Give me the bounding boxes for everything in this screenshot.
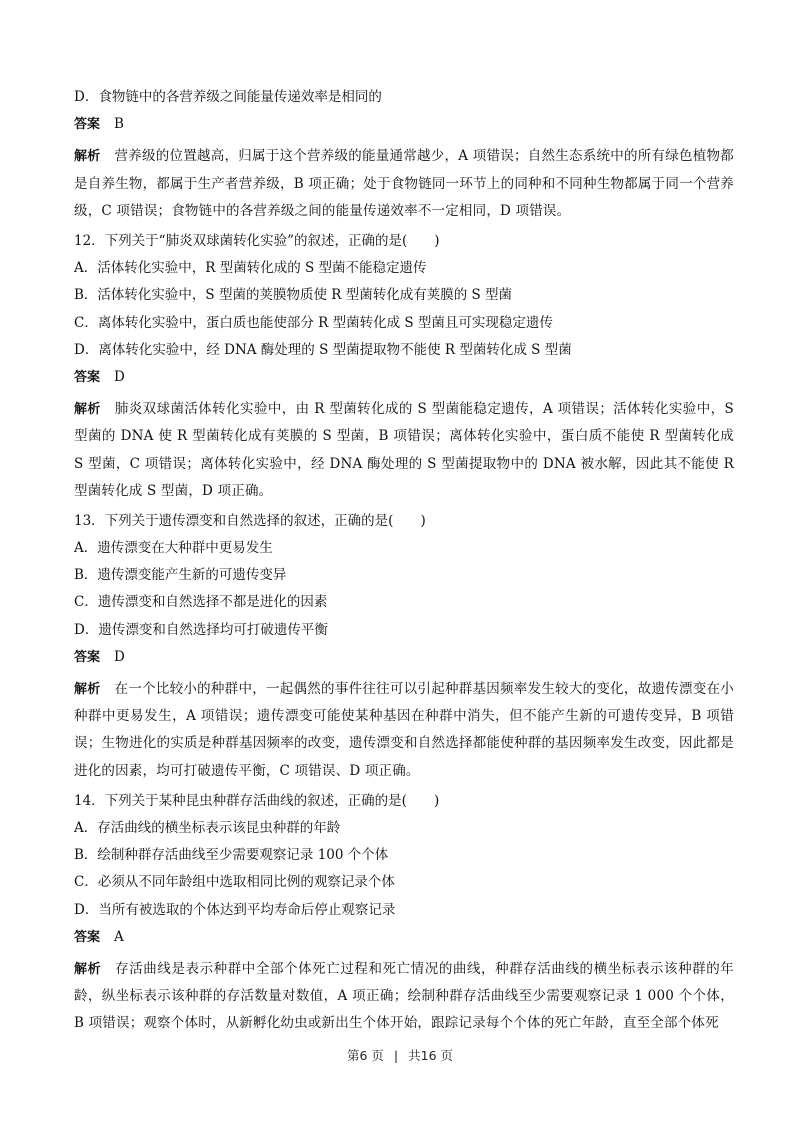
q13-option-b: B．遗传漂变能产生新的可遗传变异 xyxy=(74,567,287,584)
q14-stem: 14．下列关于某种昆虫种群存活曲线的叙述，正确的是( ) xyxy=(74,792,440,809)
analysis-label: 解析 xyxy=(74,682,101,698)
q13-analysis xyxy=(74,676,734,785)
analysis-label: 解析 xyxy=(74,961,102,977)
analysis-text: 在一个比较小的种群中，一起偶然的事件往往可以引起种群基因频率发生较大的变化，故遗传漂变在小种群中更易发生，A 项错误；遗传漂变可能使某种基因在种群中消失，但不能产生新的可遗传变异，B 项错误；生物进化的实质是种群基因频率的改变，遗传漂变和自然选择都能使种群的基因频率发生改变，因此都是进化的因素，均可打破遗传平衡，C 项错误、D 项正确。 xyxy=(74,681,735,779)
answer-label: 答案 xyxy=(74,369,101,385)
answer-label: 答案 xyxy=(74,117,101,133)
analysis-label: 解析 xyxy=(74,149,101,165)
answer-value: D xyxy=(114,368,125,385)
q14-analysis xyxy=(74,956,734,1038)
analysis-text: 营养级的位置越高，归属于这个营养级的能量通常越少，A 项错误；自然生态系统中的所有绿色植物都是自养生物，都属于生产者营养级，B 项正确；处于食物链同一环节上的同种和不同种生物都属于同一个营养级，C 项错误；食物链中的各营养级之间的能量传递效率不一定相同，D 项错误。 xyxy=(74,148,734,219)
answer-value: B xyxy=(114,116,124,133)
q12-option-d: D．离体转化实验中，经 DNA 酶处理的 S 型菌提取物不能使 R 型菌转化成 S 型菌 xyxy=(74,341,572,358)
answer-value: A xyxy=(114,928,124,945)
document-page xyxy=(74,88,734,1040)
answer-label: 答案 xyxy=(74,649,101,665)
q12-option-a: A．活体转化实验中，R 型菌转化成的 S 型菌不能稳定遗传 xyxy=(74,260,427,277)
page-number: 第6 页 xyxy=(346,1048,384,1063)
analysis-label: 解析 xyxy=(74,402,101,418)
q11-answer xyxy=(74,115,734,134)
footer-separator: | xyxy=(393,1048,399,1063)
q12-option-c: C．离体转化实验中，蛋白质也能使部分 R 型菌转化成 S 型菌且可实现稳定遗传 xyxy=(74,314,553,331)
q14-option-a: A．存活曲线的横坐标表示该昆虫种群的年龄 xyxy=(74,820,341,837)
answer-value: D xyxy=(114,648,125,665)
q13-stem: 13．下列关于遗传漂变和自然选择的叙述，正确的是( ) xyxy=(74,512,426,529)
answer-label: 答案 xyxy=(74,929,101,945)
q14-option-c: C．必须从不同年龄组中选取相同比例的观察记录个体 xyxy=(74,874,395,891)
q12-option-b: B．活体转化实验中，S 型菌的荚膜物质使 R 型菌转化成有荚膜的 S 型菌 xyxy=(74,287,513,304)
q13-option-c: C．遗传漂变和自然选择不都是进化的因素 xyxy=(74,594,328,611)
analysis-text: 存活曲线是表示种群中全部个体死亡过程和死亡情况的曲线，种群存活曲线的横坐标表示该种群的年龄，纵坐标表示该种群的存活数量对数值，A 项正确；绘制种群存活曲线至少需要观察记录 1 000 个个体，B 项错误；观察个体时，从新孵化幼虫或新出生个体开始，跟踪记录每个个体的死亡年龄，直至全部个体死 xyxy=(74,960,734,1032)
q14-option-b: B．绘制种群存活曲线至少需要观察记录 100 个个体 xyxy=(74,847,389,864)
q14-answer xyxy=(74,928,734,947)
page-total: 共16 页 xyxy=(408,1048,454,1063)
q11-option-d: D．食物链中的各营养级之间能量传递效率是相同的 xyxy=(74,89,382,105)
q12-analysis xyxy=(74,396,734,505)
page-footer xyxy=(0,1046,800,1064)
q12-answer xyxy=(74,368,734,387)
q12-stem: 12．下列关于“肺炎双球菌转化实验”的叙述，正确的是( ) xyxy=(74,232,440,249)
q13-option-d: D．遗传漂变和自然选择均可打破遗传平衡 xyxy=(74,621,328,638)
q11-analysis xyxy=(74,143,734,225)
q14-option-d: D．当所有被选取的个体达到平均寿命后停止观察记录 xyxy=(74,901,396,918)
q13-answer xyxy=(74,648,734,667)
q13-option-a: A．遗传漂变在大种群中更易发生 xyxy=(74,540,273,557)
analysis-text: 肺炎双球菌活体转化实验中，由 R 型菌转化成的 S 型菌能稳定遗传，A 项错误；活体转化实验中，S 型菌的 DNA 使 R 型菌转化成有荚膜的 S 型菌，B 项错误；离体转化实验中，蛋白质不能使 R 型菌转化成 S 型菌，C 项错误；离体转化实验中，经 DNA 酶处理的 S 型菌提取物中的 DNA 被水解，因此其不能使 R 型菌转化成 S 型菌，D 项正确。 xyxy=(74,401,734,499)
